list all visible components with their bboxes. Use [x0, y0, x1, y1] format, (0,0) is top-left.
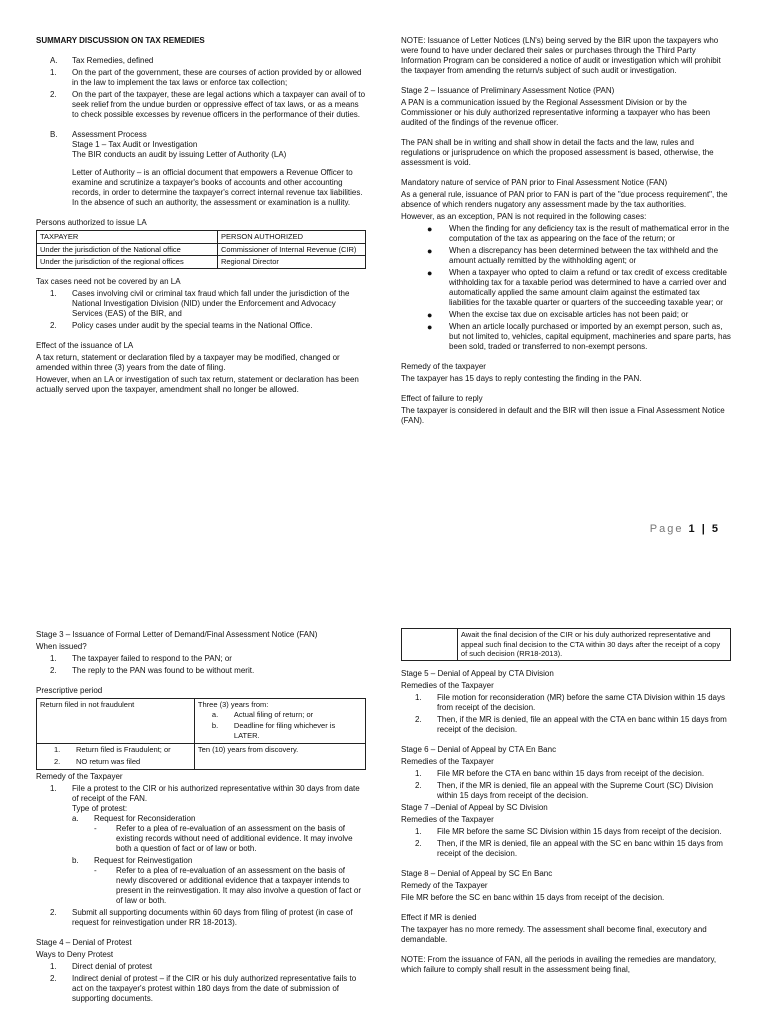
effect-of-la-paragraph-1: A tax return, statement or declaration filed by a taxpayer may be modified, changed or amended within three (3) years from the date of filing. — [36, 352, 340, 372]
list-item: 1. File motion for reconsideration (MR) before the same CTA Division within 15 days from receipt of the decision. — [415, 692, 725, 712]
table-header-row — [37, 231, 366, 244]
stage-8-remedy: Remedy of the Taxpayer — [401, 880, 488, 890]
table-row — [37, 256, 366, 269]
list-item: ● When a discrepancy has been determined between the tax withheld and the amount actually remitted by the withholding agent; or — [427, 246, 719, 265]
list-item: 2. Indirect denial of protest – if the CIR or his duly authorized representative fails to act on the taxpayer's protest within 180 days from the date of submission of supporting documents. — [50, 974, 357, 1003]
list-item: 1. On the part of the government, these are courses of action provided by or allowed in the law to implement the tax laws or enforce tax collection; — [50, 68, 362, 87]
list-item: a. Actual filing of return; or — [211, 709, 314, 719]
remedy-of-taxpayer-heading: Remedy of the Taxpayer — [36, 772, 123, 781]
list-item: 2. NO return was filed — [54, 756, 141, 766]
prescriptive-period-table — [36, 698, 366, 770]
list-item: a. Request for Reconsideration - Refer to a plea of re-evaluation of an assessment on the basis of existing records without need of additional evidence. It may involve both a question of fact or of law or both. — [72, 814, 366, 854]
stage-8-heading: Stage 8 – Denial of Appeal by SC En Banc — [401, 868, 553, 878]
persons-authorized-table — [36, 230, 366, 269]
list-item: 1. File a protest to the CIR or his authorized representative within 30 days from date of receipt of the FAN. Type of protest: a. Request for Reconsideration - Refer to a plea of re-evaluation of an assessment on the basis of existing records without need of additional evidence. It may involve both a question of fact or of law or both. b. Request for Reinvestigation - Refer to a plea of re-evaluation of an assessment on the basis of newly discovered or additional evidence that a taxpayer intends to present in the reinvestigation. It may also involve a question of fact or of law or both. — [50, 784, 366, 906]
table-cell: Await the final decision of the CIR or his duly authorized representative and appeal such final decision to the CTA within 30 days after the receipt of a copy of such decision (RR18-2013). — [457, 629, 730, 661]
section-a-heading: A. Tax Remedies, defined — [50, 56, 154, 65]
stage-5-list — [401, 693, 731, 735]
list-item: 1. The taxpayer failed to respond to the PAN; or — [50, 654, 232, 663]
table-cell — [37, 744, 195, 770]
stage-1-line: The BIR conducts an audit by issuing Letter of Authority (LA) — [72, 150, 287, 159]
ways-to-deny-heading: Ways to Deny Protest — [36, 950, 114, 959]
tax-cases-list — [36, 289, 366, 331]
list-item: - Refer to a plea of re-evaluation of an assessment on the basis of existing records without need of additional evidence. It may involve both a question of fact or of law or both. — [94, 824, 353, 853]
loa-definition: Letter of Authority – is an official document that empowers a Revenue Officer to examine and scrutinize a taxpayer's books of accounts and other accounting records, in order to determine the taxpayer's correct internal revenue tax liabilities. — [72, 168, 363, 197]
stage-1-heading: Stage 1 – Tax Audit or Investigation — [72, 140, 198, 149]
when-issued-heading: When issued? — [36, 642, 87, 651]
effect-mr-denied-text: The taxpayer has no more remedy. The assessment shall become final, executory and demandable. — [401, 924, 707, 944]
stage-2-paragraph-1: A PAN is a communication issued by the Regional Assessment Division or by the Commissioner or his duly authorized representative informing a taxpayer who has been audited of the findings of the revenue officer. — [401, 98, 711, 127]
bullet-icon: ● — [427, 224, 433, 234]
stage-5-remedies: Remedies of the Taxpayer — [401, 680, 494, 690]
table-cell — [402, 629, 458, 661]
list-item: 2. On the part of the taxpayer, these are legal actions which a taxpayer can avail of to seek relief from the undue burden or oppressive effect of tax laws, or as a means to check possible excesses by revenue officers in the performance of their duties. — [50, 90, 366, 119]
document-page-2 — [0, 610, 768, 1024]
loa-nullity: In the absence of such an authority, the assessment or examination is a nullity. — [72, 198, 351, 207]
list-item: 2. Then, if the MR is denied, file an appeal with the SC en banc within 15 days from receipt of the decision. — [415, 838, 723, 858]
table-cell: Regional Director — [217, 256, 365, 269]
list-item: 1. File MR before the same SC Division within 15 days from receipt of the decision. — [415, 826, 722, 836]
table-row — [37, 744, 366, 770]
effect-of-la-paragraph-2: However, when an LA or investigation of such tax return, statement or declaration has been actually served upon the taxpayer, amendment shall no longer be allowed. — [36, 374, 359, 394]
bullet-icon: ● — [427, 310, 433, 320]
table-header-cell: TAXPAYER — [37, 231, 218, 244]
section-a — [36, 56, 366, 120]
table-row — [37, 699, 366, 744]
stage-2-paragraph-2: The PAN shall be in writing and shall show in detail the facts and the law, rules and regulations or jurisprudence on which the proposed assessment is based, otherwise, the assessment is void. — [401, 138, 714, 167]
list-item: b. Deadline for filing whichever is LATER. — [211, 721, 336, 740]
mandatory-pan-paragraph-2: However, as an exception, PAN is not required in the following cases: — [401, 212, 647, 221]
stage-7-remedies: Remedies of the Taxpayer — [401, 814, 494, 824]
ways-to-deny-list — [36, 962, 366, 1004]
list-item: ● When a taxpayer who opted to claim a refund or tax credit of excess creditable withholding tax for a taxable period was determined to have a carried over and automatically applied the same amount claim against the estimated tax liabilities for the taxable quarter or quarters of the succeeding taxable year; or — [427, 268, 727, 307]
continuation-table — [401, 628, 731, 661]
list-item: 2. Submit all supporting documents within 60 days from filing of protest (in case of request for reinvestigation under RR 18-2013). — [50, 908, 353, 927]
bullet-icon: ● — [427, 322, 433, 332]
stage-7-list — [401, 827, 731, 859]
prescriptive-period-heading: Prescriptive period — [36, 686, 103, 695]
failure-text: The taxpayer is considered in default and the BIR will then issue a Final Assessment Notice (FAN). — [401, 406, 725, 425]
section-b — [36, 130, 366, 208]
list-item: ● When the finding for any deficiency tax is the result of mathematical error in the computation of the tax as appearing on the face of the return; or — [427, 224, 730, 243]
page-number: Page 1 | 5 — [649, 523, 720, 535]
stage-7-heading: Stage 7 –Denial of Appeal by SC Division — [401, 802, 548, 812]
remedy-text: The taxpayer has 15 days to reply contesting the finding in the PAN. — [401, 374, 642, 383]
page1-right-column — [401, 36, 731, 560]
stage-6-remedies: Remedies of the Taxpayer — [401, 756, 494, 766]
bullet-icon: ● — [427, 246, 433, 256]
table-row — [402, 629, 731, 661]
table-cell: Under the jurisdiction of the regional offices — [37, 256, 218, 269]
section-b-heading: B. Assessment Process Stage 1 – Tax Audit or Investigation The BIR conducts an audit by issuing Letter of Authority (LA) Letter of Authority – is an official document that empowers a Revenue Officer to examine and scrutinize a taxpayer's books of accounts and other accounting records, in order to determine the taxpayer's correct internal revenue tax liabilities. In the absence of such an authority, the assessment or examination is a nullity. — [50, 130, 366, 208]
stage-4-heading: Stage 4 – Denial of Protest — [36, 938, 132, 947]
stage-6-heading: Stage 6 – Denial of Appeal by CTA En Banc — [401, 744, 557, 754]
mandatory-pan-heading: Mandatory nature of service of PAN prior to Final Assessment Notice (FAN) — [401, 178, 668, 187]
list-item: ● When an article locally purchased or imported by an exempt person, such as, but not limited to, vehicles, capital equipment, machineries and spare parts, has been sold, traded or transferred to non-exempt persons. — [427, 322, 731, 351]
page2-right-column — [401, 626, 731, 1024]
stage-3-heading: Stage 3 – Issuance of Formal Letter of Demand/Final Assessment Notice (FAN) — [36, 630, 318, 639]
list-item: ● When the excise tax due on excisable articles has not been paid; or — [427, 310, 689, 320]
list-item: 2. The reply to the PAN was found to be without merit. — [50, 666, 255, 675]
effect-of-la-heading: Effect of the issuance of LA — [36, 340, 134, 350]
effect-mr-denied-heading: Effect if MR is denied — [401, 912, 477, 922]
when-issued-list — [36, 654, 366, 676]
type-of-protest: Type of protest: — [72, 804, 128, 813]
stage-8-text: File MR before the SC en banc within 15 days from receipt of the decision. — [401, 892, 665, 902]
list-item: 2. Then, if the MR is denied, file an appeal with the Supreme Court (SC) Division within 15 days from receipt of the decision. — [415, 780, 714, 800]
stage-2-heading: Stage 2 – Issuance of Preliminary Assessment Notice (PAN) — [401, 86, 615, 95]
tax-cases-heading: Tax cases need not be covered by an LA — [36, 276, 181, 286]
list-item: 2. Then, if the MR is denied, file an appeal with the CTA en banc within 15 days from receipt of the decision. — [415, 714, 727, 734]
list-item: b. Request for Reinvestigation - Refer to a plea of re-evaluation of an assessment on the basis of newly discovered or additional evidence that a taxpayer intends to present in the reinvestigation. It may also involve a question of fact or of law or both. — [72, 856, 366, 906]
fan-note: NOTE: From the issuance of FAN, all the periods in availing the remedies are mandatory, which failure to comply shall result in the assessment being final, — [401, 954, 717, 974]
table-cell: Commissioner of Internal Revenue (CIR) — [217, 243, 365, 256]
remedy-list — [36, 784, 366, 928]
bullet-icon: ● — [427, 268, 433, 278]
list-item: 1. Direct denial of protest — [50, 962, 153, 971]
letter-notice-note: NOTE: Issuance of Letter Notices (LN's) being served by the BIR upon the taxpayers who were found to have under declared their sales or purchases through the Third Party Information Program can be considered a notice of audit or investigation which will prohibit the taxpayer from amending the return/s subject of such audit or investigation. — [401, 36, 721, 75]
document-title: SUMMARY DISCUSSION ON TAX REMEDIES — [36, 36, 205, 45]
list-item: - Refer to a plea of re-evaluation of an assessment on the basis of newly discovered or additional evidence that a taxpayer intends to present in the reinvestigation. It may also involve a question of fact or of law or both. — [94, 866, 362, 905]
table-cell: Ten (10) years from discovery. — [194, 744, 365, 770]
page-gap — [0, 560, 768, 610]
page2-left-column — [36, 630, 366, 1024]
failure-heading: Effect of failure to reply — [401, 394, 483, 403]
mandatory-pan-paragraph-1: As a general rule, issuance of PAN prior to FAN is part of the "due process requirement", the absence of which renders nugatory any assessment made by the tax authorities. — [401, 190, 728, 209]
persons-authorized-heading: Persons authorized to issue LA — [36, 218, 147, 227]
list-item: 2. Policy cases under audit by the special teams in the National Office. — [50, 320, 313, 330]
list-item: 1. Cases involving civil or criminal tax fraud which fall under the jurisdiction of the National Investigation Division (NID) under the Enforcement and Advocacy Services (EAS) of the BIR, and — [50, 288, 350, 318]
list-item: 1. File MR before the CTA en banc within 15 days from receipt of the decision. — [415, 768, 705, 778]
stage-5-heading: Stage 5 – Denial of Appeal by CTA Division — [401, 668, 554, 678]
table-cell: Three (3) years from: a. Actual filing of return; or b. Deadline for filing whichever is LATER. — [194, 699, 365, 744]
table-header-cell: PERSON AUTHORIZED — [217, 231, 365, 244]
table-row — [37, 243, 366, 256]
pan-exceptions-list — [401, 224, 731, 352]
remedy-heading: Remedy of the taxpayer — [401, 362, 486, 371]
list-item: 1. Return filed is Fraudulent; or — [54, 745, 171, 754]
table-cell: Under the jurisdiction of the National office — [37, 243, 218, 256]
page1-left-column — [36, 36, 366, 560]
table-cell: Return filed in not fraudulent — [37, 699, 195, 744]
stage-6-list — [401, 769, 731, 801]
